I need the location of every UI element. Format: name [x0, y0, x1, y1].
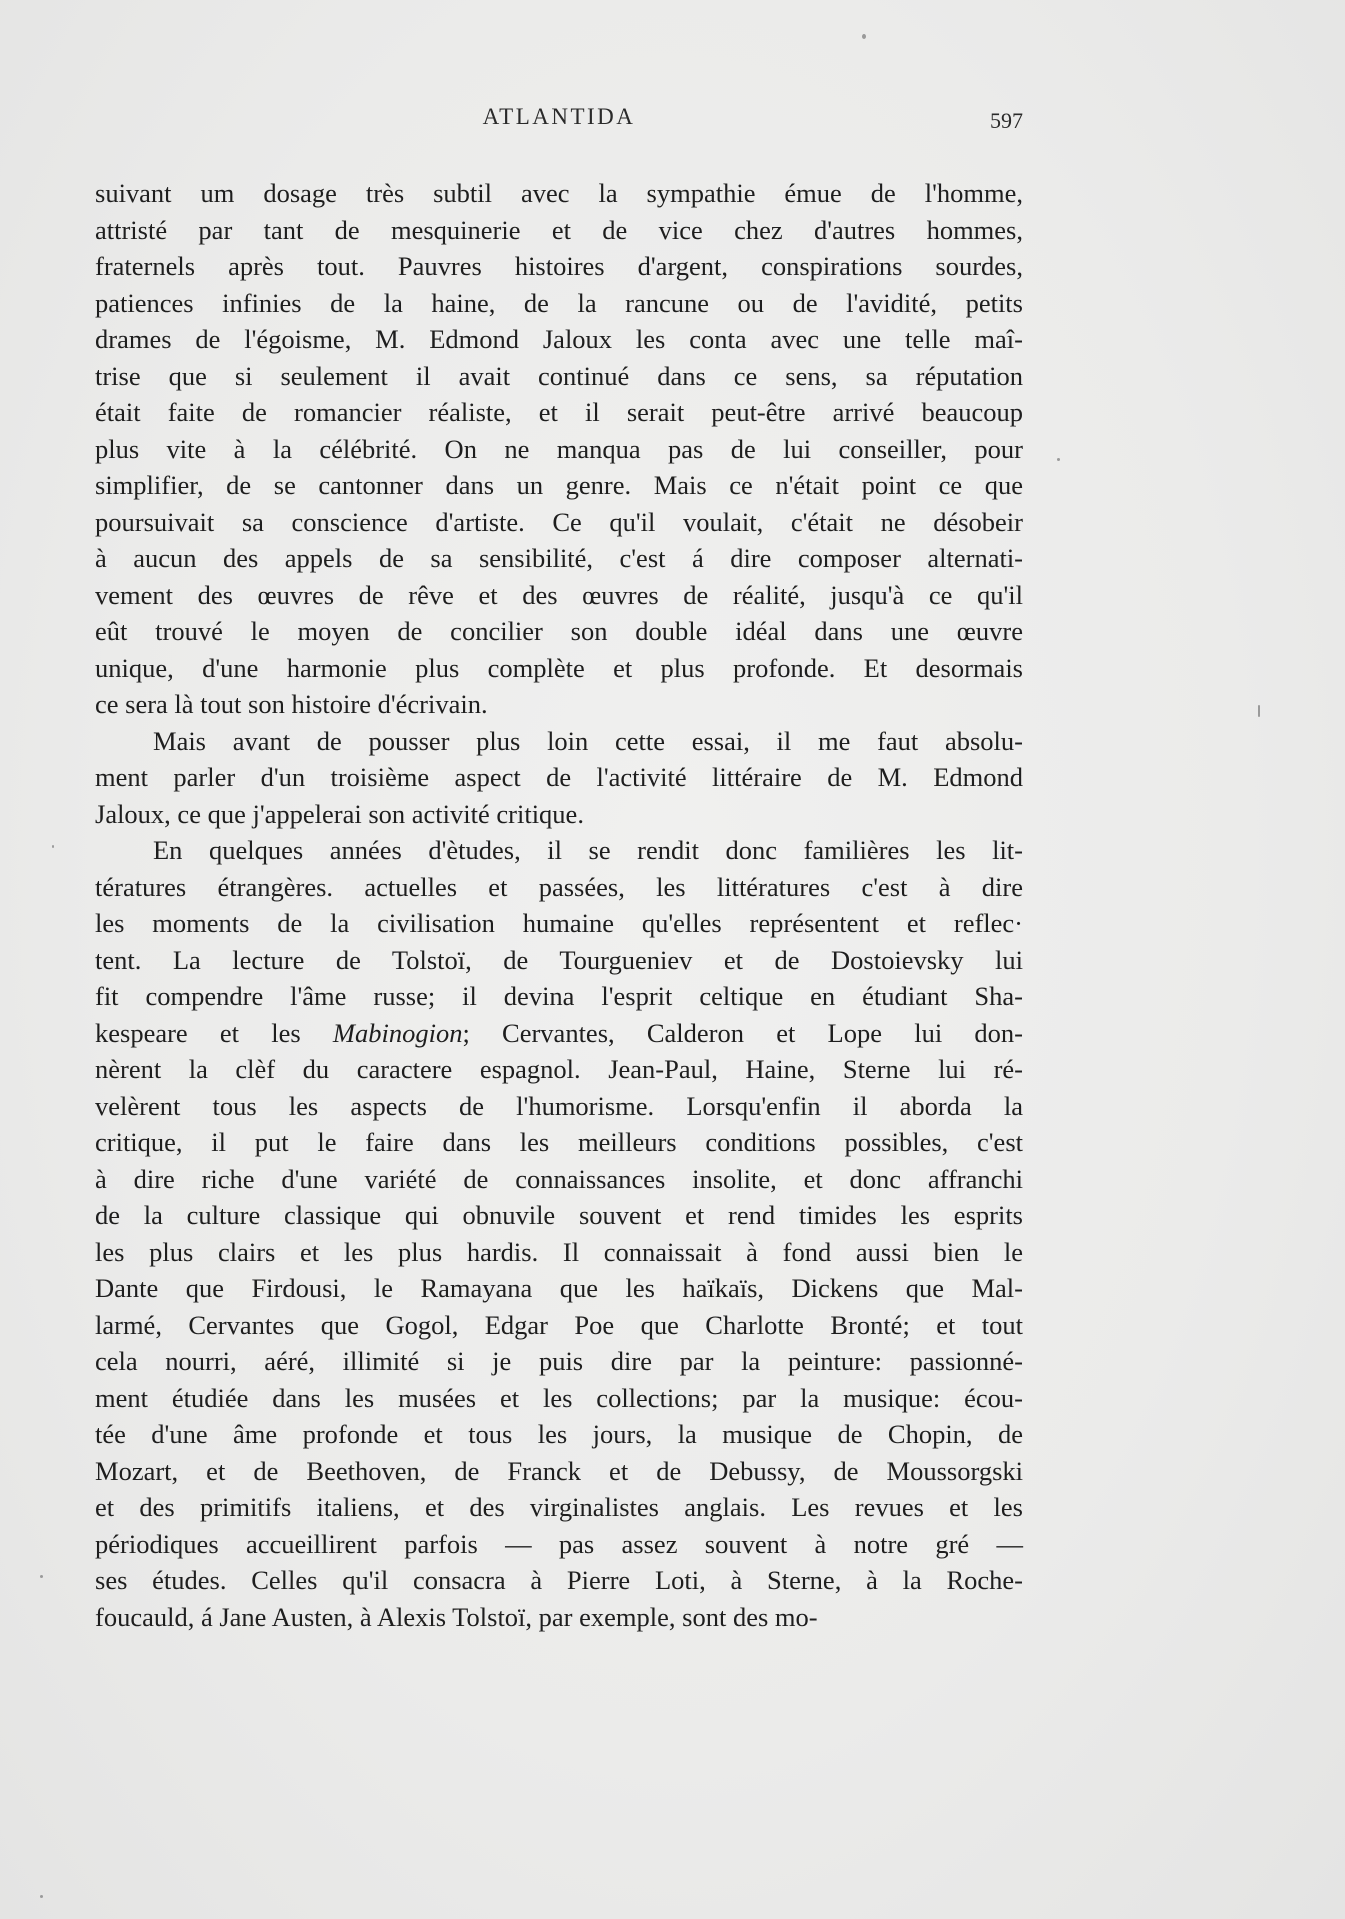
body-text: [95, 175, 1023, 1635]
text-line: ce sera là tout son histoire d'écrivain.: [95, 689, 488, 719]
text-line: Mozart, et de Beethoven, de Franck et de Debussy, de Moussorgski: [95, 1455, 1023, 1486]
text-line: eût trouvé le moyen de concilier son double idéal dans une œuvre: [95, 616, 1023, 646]
text-line: drames de l'égoisme, M. Edmond Jaloux les conta avec une telle maî-: [95, 324, 1023, 354]
running-title: ATLANTIDA: [482, 104, 636, 129]
text-line: ment parler d'un troisième aspect de l'activité littéraire de M. Edmond: [95, 762, 1023, 792]
text-line: ses études. Celles qu'il consacra à Pierre Loti, à Sterne, à la Roche-: [95, 1565, 1023, 1595]
text-line: ment étudiée dans les musées et les collections; par la musique: écou-: [95, 1382, 1023, 1413]
scan-speck: [52, 845, 54, 848]
text-line: unique, d'une harmonie plus complète et plus profonde. Et desormais: [95, 652, 1023, 683]
text-line: de la culture classique qui obnuvile souvent et rend timides les esprits: [95, 1200, 1023, 1230]
text-line: tératures étrangères. actuelles et passées, les littératures c'est à dire: [95, 871, 1023, 902]
scan-speck: [1258, 705, 1260, 717]
text-line: simplifier, de se cantonner dans un genre. Mais ce n'était point ce que: [95, 470, 1023, 500]
text-line: foucauld, á Jane Austen, à Alexis Tolstoï, par exemple, sont des mo-: [95, 1601, 818, 1632]
scan-speck: [40, 1575, 43, 1578]
text-line: fit compendre l'âme russe; il devina l'esprit celtique en étudiant Sha-: [95, 981, 1023, 1011]
text-line: suivant um dosage très subtil avec la sympathie émue de l'homme,: [95, 178, 1023, 208]
text-line: tée d'une âme profonde et tous les jours, la musique de Chopin, de: [95, 1419, 1023, 1449]
text-line: Mais avant de pousser plus loin cette essai, il me faut absolu-: [153, 725, 1023, 756]
scan-speck: [1057, 458, 1060, 461]
text-line: nèrent la clèf du caractere espagnol. Jean-Paul, Haine, Sterne lui ré-: [95, 1054, 1023, 1084]
paragraph: [95, 723, 1023, 833]
text-line: attristé par tant de mesquinerie et de vice chez d'autres hommes,: [95, 214, 1023, 245]
text-line: velèrent tous les aspects de l'humorisme. Lorsqu'enfin il aborda la: [95, 1090, 1023, 1121]
text-line: En quelques années d'ètudes, il se rendit donc familières les lit-: [153, 835, 1023, 865]
text-line: à dire riche d'une variété de connaissances insolite, et donc affranchi: [95, 1163, 1023, 1194]
text-line: périodiques accueillirent parfois — pas assez souvent à notre gré —: [95, 1528, 1023, 1559]
text-line: critique, il put le faire dans les meilleurs conditions possibles, c'est: [95, 1127, 1023, 1157]
text-line: tent. La lecture de Tolstoï, de Tourgueniev et de Dostoievsky lui: [95, 944, 1023, 975]
scan-speck: [40, 1895, 43, 1898]
text-line: plus vite à la célébrité. On ne manqua pas de lui conseiller, pour: [95, 433, 1023, 464]
text-line: les moments de la civilisation humaine qu'elles représentent et reflec·: [95, 908, 1023, 938]
text-line: à aucun des appels de sa sensibilité, c'est á dire composer alternati-: [95, 543, 1023, 573]
text-line: kespeare et les Mabinogion; Cervantes, Calderon et Lope lui don-: [95, 1017, 1023, 1048]
running-head: [95, 104, 1023, 144]
text-line: Jaloux, ce que j'appelerai son activité critique.: [95, 798, 584, 829]
page-number: 597: [990, 108, 1023, 133]
text-line: et des primitifs italiens, et des virginalistes anglais. Les revues et les: [95, 1492, 1023, 1522]
text-line: était faite de romancier réaliste, et il serait peut-être arrivé beaucoup: [95, 397, 1023, 427]
scan-speck: [862, 34, 866, 39]
text-line: fraternels après tout. Pauvres histoires d'argent, conspirations sourdes,: [95, 251, 1023, 281]
text-line: trise que si seulement il avait continué dans ce sens, sa réputation: [95, 360, 1023, 391]
text-line: Dante que Firdousi, le Ramayana que les haïkaïs, Dickens que Mal-: [95, 1273, 1023, 1303]
text-line: cela nourri, aéré, illimité si je puis dire par la peinture: passionné-: [95, 1346, 1023, 1376]
text-line: poursuivait sa conscience d'artiste. Ce qu'il voulait, c'était ne désobeir: [95, 506, 1023, 537]
text-line: larmé, Cervantes que Gogol, Edgar Poe que Charlotte Bronté; et tout: [95, 1309, 1023, 1340]
text-line: patiences infinies de la haine, de la rancune ou de l'avidité, petits: [95, 287, 1023, 318]
paragraph: [95, 832, 1023, 1635]
text-line: vement des œuvres de rêve et des œuvres de réalité, jusqu'à ce qu'il: [95, 579, 1023, 610]
book-title-italic: Mabinogion: [332, 1017, 463, 1048]
paragraph: [95, 175, 1023, 723]
text-line: les plus clairs et les plus hardis. Il connaissait à fond aussi bien le: [95, 1236, 1023, 1267]
